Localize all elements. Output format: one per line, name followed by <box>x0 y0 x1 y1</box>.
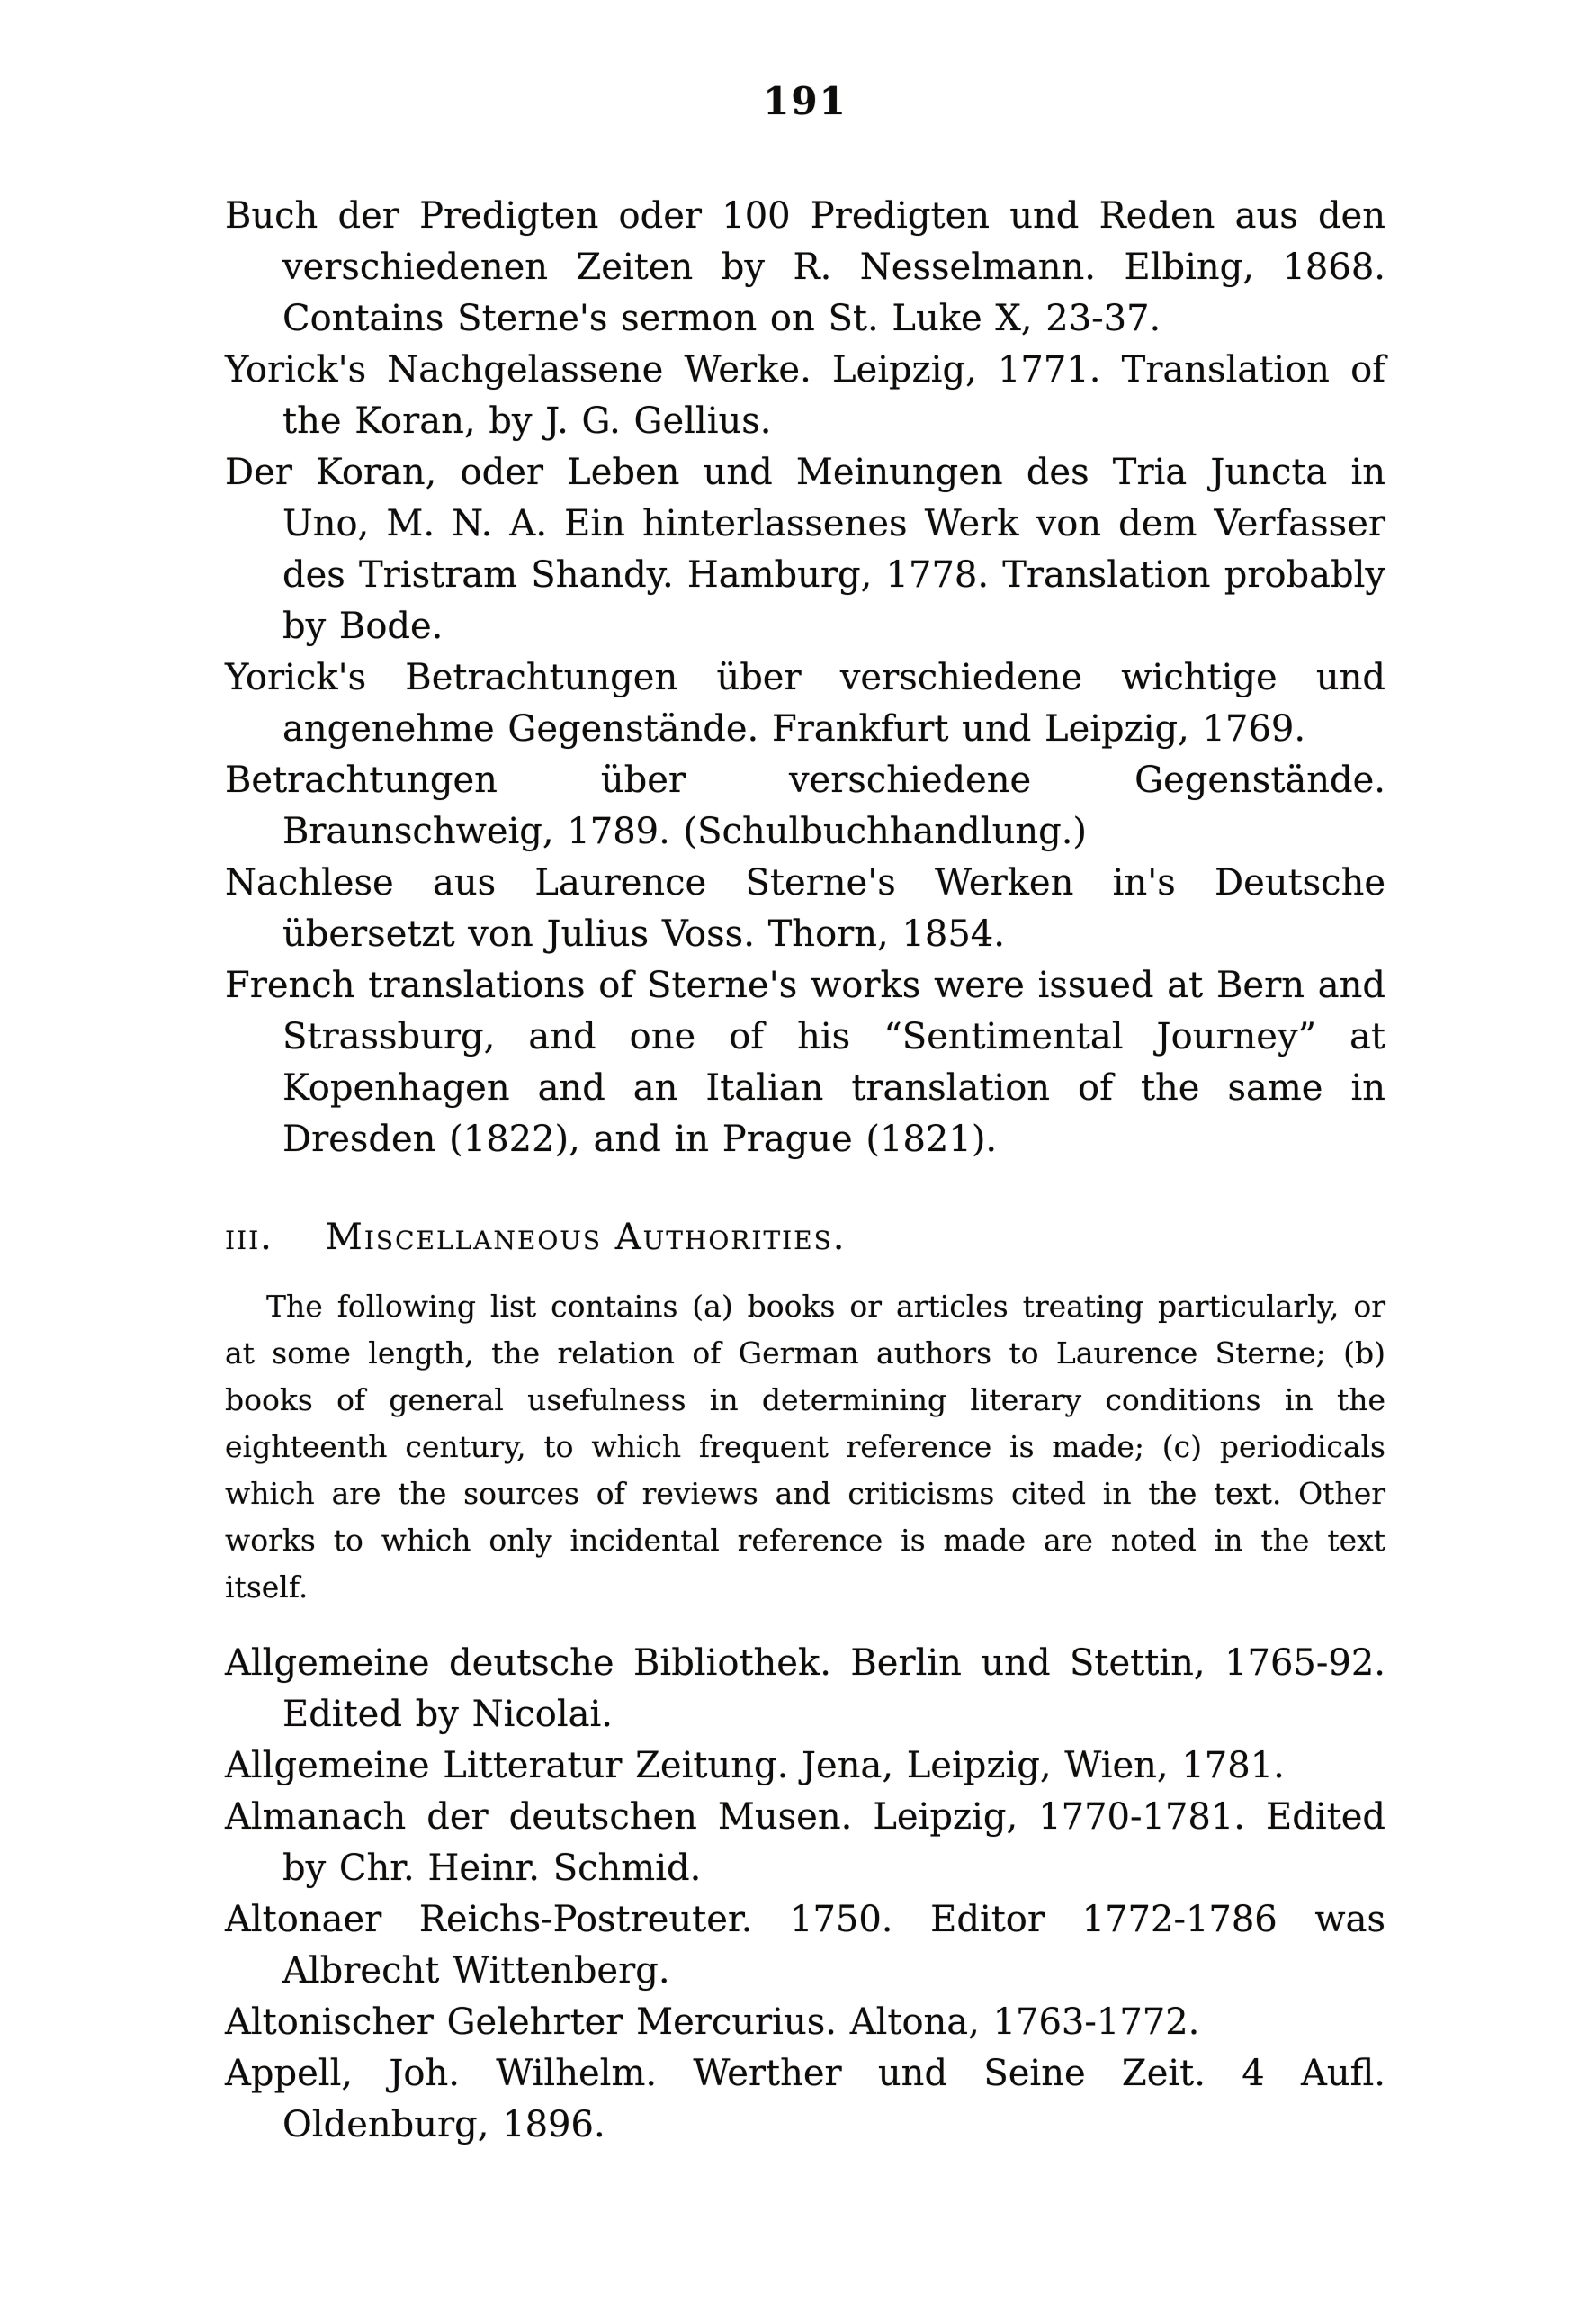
translations-bibliography <box>225 191 1385 1165</box>
bibliography-entry: Betrachtungen über verschiedene Gegenstände. Braunschweig, 1789. (Schulbuchhandlung.) <box>225 760 1385 852</box>
bibliography-entry: Yorick's Nachgelassene Werke. Leipzig, 1771. Translation of the Koran, by J. G. Gellius. <box>225 349 1385 442</box>
section-heading <box>225 1212 1385 1263</box>
bibliography-entry: French translations of Sterne's works were issued at Bern and Strassburg, and one of his “Sentimental Journey” at Kopenhagen and an Italian translation of the same in Dresden (1822), and in Prague (1821). <box>225 965 1385 1160</box>
bibliography-entry: Buch der Predigten oder 100 Predigten und Reden aus den verschiedenen Zeiten by R. Nesselmann. Elbing, 1868. Contains Sterne's sermon on St. Luke X, 23-37. <box>225 195 1385 339</box>
bibliography-entry: Allgemeine Litteratur Zeitung. Jena, Leipzig, Wien, 1781. <box>225 1745 1285 1786</box>
bibliography-entry: Yorick's Betrachtungen über verschiedene wichtige und angenehme Gegenstände. Frankfurt und Leipzig, 1769. <box>225 657 1385 750</box>
section-title: Miscellaneous Authorities. <box>325 1217 847 1258</box>
bibliography-entry: Nachlese aus Laurence Sterne's Werken in's Deutsche übersetzt von Julius Voss. Thorn, 1854. <box>225 862 1385 955</box>
bibliography-entry: Altonaer Reichs-Postreuter. 1750. Editor 1772-1786 was Albrecht Wittenberg. <box>225 1899 1385 1992</box>
bibliography-entry: Almanach der deutschen Musen. Leipzig, 1770-1781. Edited by Chr. Heinr. Schmid. <box>225 1796 1385 1889</box>
page-number: 191 <box>763 79 847 123</box>
bibliography-entry: Der Koran, oder Leben und Meinungen des Tria Juncta in Uno, M. N. A. Ein hinterlassenes Werk von dem Verfasser des Tristram Shandy. Hamburg, 1778. Translation probably by Bode. <box>225 452 1385 647</box>
bibliography-entry: Appell, Joh. Wilhelm. Werther und Seine Zeit. 4 Aufl. Oldenburg, 1896. <box>225 2053 1385 2145</box>
authorities-bibliography <box>225 1638 1385 2151</box>
bibliography-entry: Allgemeine deutsche Bibliothek. Berlin und Stettin, 1765-92. Edited by Nicolai. <box>225 1642 1385 1735</box>
section-numeral: iii. <box>225 1217 273 1258</box>
section-intro: The following list contains (a) books or articles treating particularly, or at some length, the relation of German authors to Laurence Sterne; (b) books of general usefulness in determining literary conditions in the eighteenth century, to which frequent reference is made; (c) periodicals which are the sources of reviews and criticisms cited in the text. Other works to which only incidental reference is made are noted in the text itself. <box>225 1289 1385 1605</box>
bibliography-entry: Altonischer Gelehrter Mercurius. Altona, 1763-1772. <box>225 2001 1200 2043</box>
